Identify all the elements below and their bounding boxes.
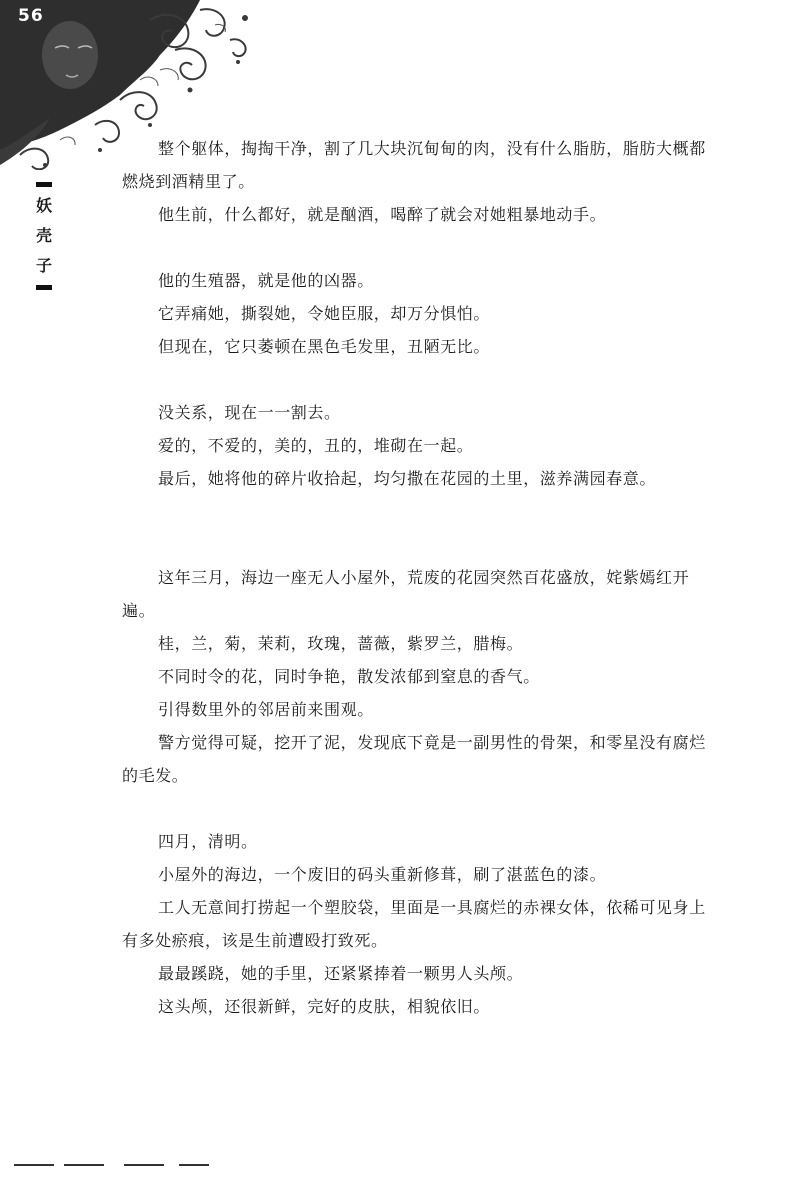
title-char: 妖 bbox=[35, 196, 52, 215]
body-text bbox=[122, 132, 722, 1023]
paragraph: 这头颅，还很新鲜，完好的皮肤，相貌依旧。 bbox=[158, 997, 491, 1016]
book-title-vertical bbox=[30, 178, 58, 294]
paragraph: 整个躯体，掏掏干净，割了几大块沉甸甸的肉，没有什么脂肪，脂肪大概都燃烧到酒精里了。 bbox=[122, 139, 706, 191]
paragraph: 它弄痛她，撕裂她，令她臣服，却万分惧怕。 bbox=[158, 304, 491, 323]
paragraph: 不同时令的花，同时争艳，散发浓郁到窒息的香气。 bbox=[158, 667, 540, 686]
title-bracket-bottom bbox=[36, 285, 52, 290]
paragraph: 小屋外的海边，一个废旧的码头重新修葺，刷了湛蓝色的漆。 bbox=[158, 865, 607, 884]
paragraph: 工人无意间打捞起一个塑胶袋，里面是一具腐烂的赤裸女体，依稀可见身上有多处瘀痕，该是生前遭殴打致死。 bbox=[122, 898, 706, 950]
paragraph: 引得数里外的邻居前来围观。 bbox=[158, 700, 374, 719]
paragraph: 没关系，现在一一割去。 bbox=[158, 403, 341, 422]
paragraph: 但现在，它只萎顿在黑色毛发里，丑陋无比。 bbox=[158, 337, 491, 356]
paragraph-break bbox=[122, 231, 722, 264]
paragraph: 最最蹊跷，她的手里，还紧紧捧着一颗男人头颅。 bbox=[158, 964, 524, 983]
title-char: 壳 bbox=[35, 226, 52, 245]
paragraph: 警方觉得可疑，挖开了泥，发现底下竟是一副男性的骨架，和零星没有腐烂的毛发。 bbox=[122, 733, 706, 785]
paragraph: 爱的，不爱的，美的，丑的，堆砌在一起。 bbox=[158, 436, 474, 455]
footer-rule bbox=[14, 1162, 224, 1168]
page-number: 56 bbox=[18, 6, 44, 26]
title-char: 子 bbox=[35, 256, 52, 275]
paragraph: 最后，她将他的碎片收拾起，均匀撒在花园的土里，滋养满园春意。 bbox=[158, 469, 657, 488]
paragraph-break bbox=[122, 495, 722, 561]
paragraph: 他的生殖器，就是他的凶器。 bbox=[158, 271, 374, 290]
title-bracket-top bbox=[36, 182, 52, 187]
paragraph: 四月，清明。 bbox=[158, 832, 258, 851]
paragraph: 桂，兰，菊，茉莉，玫瑰，蔷薇，紫罗兰，腊梅。 bbox=[158, 634, 524, 653]
paragraph: 这年三月，海边一座无人小屋外，荒废的花园突然百花盛放，姹紫嫣红开遍。 bbox=[122, 568, 690, 620]
paragraph-break bbox=[122, 792, 722, 825]
paragraph: 他生前，什么都好，就是酗酒，喝醉了就会对她粗暴地动手。 bbox=[158, 205, 607, 224]
paragraph-break bbox=[122, 363, 722, 396]
